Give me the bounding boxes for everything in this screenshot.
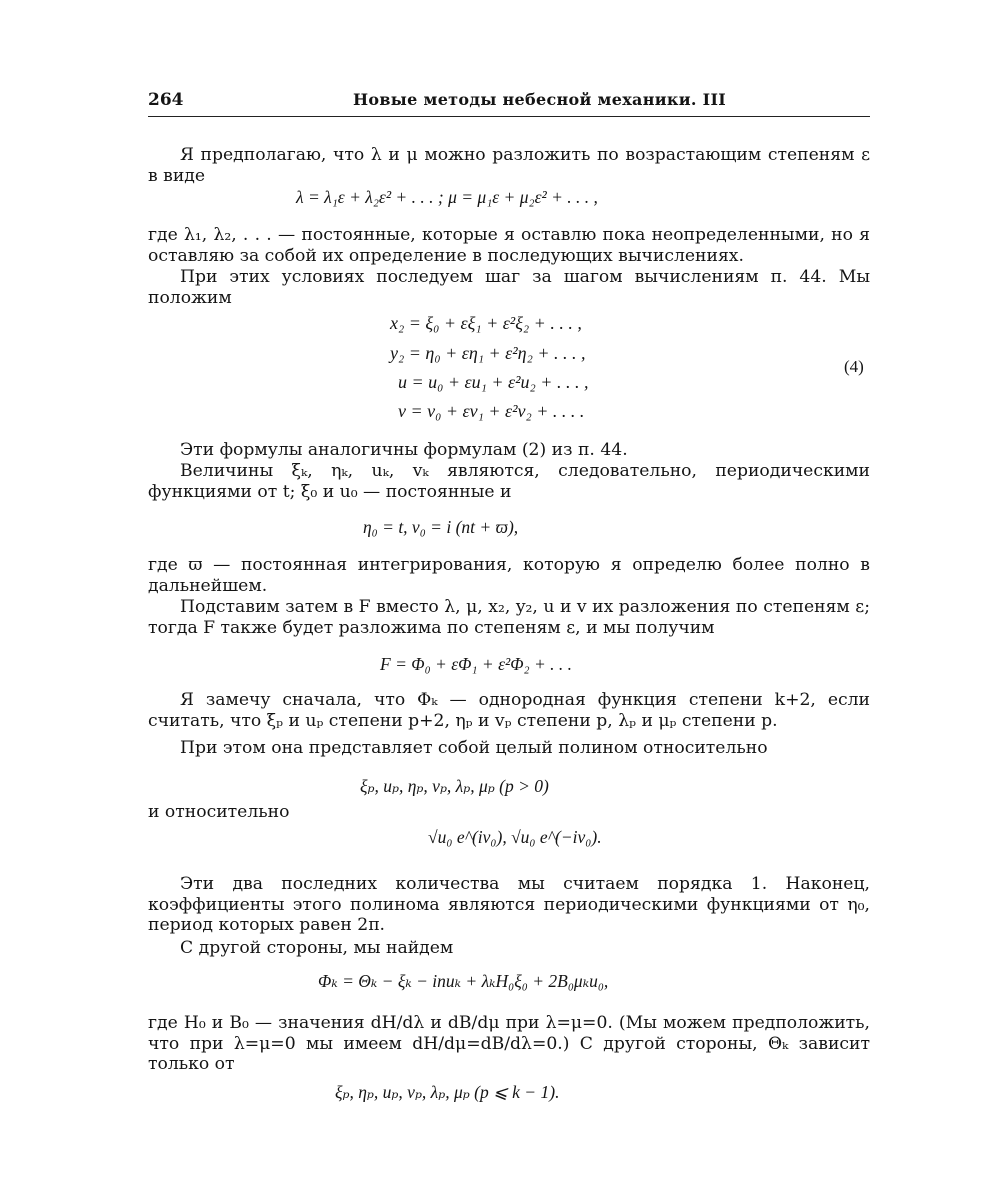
equation-F-expansion: F = Φ₀ + εΦ₁ + ε²Φ₂ + . . . [380, 654, 573, 674]
equation-u: u = u₀ + εu₁ + ε²u₂ + . . . , [398, 372, 589, 392]
equation-sqrt-exponentials: √u₀ e^(iv₀), √u₀ e^(−iv₀). [428, 827, 602, 847]
equation-y2: y₂ = η₀ + εη₁ + ε²η₂ + . . . , [390, 343, 586, 363]
book-page [148, 0, 870, 1200]
paragraph-homogeneous: Я замечу сначала, что Φₖ — однородная функция степени k+2, если считать, что ξₚ и uₚ степени p+2, ηₚ и vₚ степени p, λₚ и μₚ степени p. [148, 690, 870, 731]
equation-lambda-mu: λ = λ₁ε + λ₂ε² + . . . ; μ = μ₁ε + μ₂ε² + . . . , [296, 187, 598, 207]
paragraph-step-by-step: При этих условиях последуем шаг за шагом вычислениям п. 44. Мы положим [148, 267, 870, 308]
paragraph-integration-constant: где ϖ — постоянная интегрирования, которую я определю более полно в дальнейшем. [148, 555, 870, 596]
paragraph-constants: где λ₁, λ₂, . . . — постоянные, которые я оставлю пока неопределенными, но я оставляю за собой их определение в последующих вычислениях. [148, 225, 870, 266]
equation-v: v = v₀ + εv₁ + ε²v₂ + . . . . [398, 401, 585, 421]
paragraph-other-side: С другой стороны, мы найдем [180, 938, 454, 958]
page-number: 264 [148, 90, 184, 110]
paragraph-substitution: Подставим затем в F вместо λ, μ, x₂, y₂, u и v их разложения по степеням ε; тогда F также будет разложима по степеням ε, и мы получим [148, 597, 870, 638]
paragraph-periodic-functions: Величины ξₖ, ηₖ, uₖ, vₖ являются, следовательно, периодическими функциями от t; ξ₀ и u₀ — постоянные и [148, 461, 870, 502]
equation-theta-dependence: ξₚ, ηₚ, uₚ, vₚ, λₚ, μₚ (p ⩽ k − 1). [335, 1082, 560, 1102]
paragraph-H0-B0: где H₀ и B₀ — значения dH/dλ и dB/dμ при λ=μ=0. (Мы можем предположить, что при λ=μ=0 мы имеем dH/dμ=dB/dλ=0.) С другой стороны, Θₖ зависит только от [148, 1013, 870, 1074]
running-title: Новые методы небесной механики. III [353, 90, 727, 109]
paragraph-and-relative: и относительно [148, 802, 290, 822]
paragraph-expansion-intro: Я предполагаю, что λ и μ можно разложить по возрастающим степеням ε в виде [148, 145, 870, 186]
equation-eta0-v0: η₀ = t, v₀ = i (nt + ϖ), [363, 517, 519, 537]
equation-variables-list: ξₚ, uₚ, ηₚ, vₚ, λₚ, μₚ (p > 0) [360, 776, 549, 796]
equation-phi-k: Φₖ = Θₖ − ξₖ − inuₖ + λₖH₀ξ₀ + 2B₀μₖu₀, [318, 971, 609, 991]
paragraph-polynomial: При этом она представляет собой целый полином относительно [180, 738, 768, 758]
equation-x2: x₂ = ξ₀ + εξ₁ + ε²ξ₂ + . . . , [390, 313, 582, 333]
paragraph-order-one: Эти два последних количества мы считаем порядка 1. Наконец, коэффициенты этого полинома являются периодическими функциями от η₀, период которых равен 2π. [148, 874, 870, 935]
paragraph-analogous: Эти формулы аналогичны формулам (2) из п. 44. [180, 440, 628, 460]
equation-number: (4) [844, 357, 864, 376]
page-header [148, 90, 870, 117]
